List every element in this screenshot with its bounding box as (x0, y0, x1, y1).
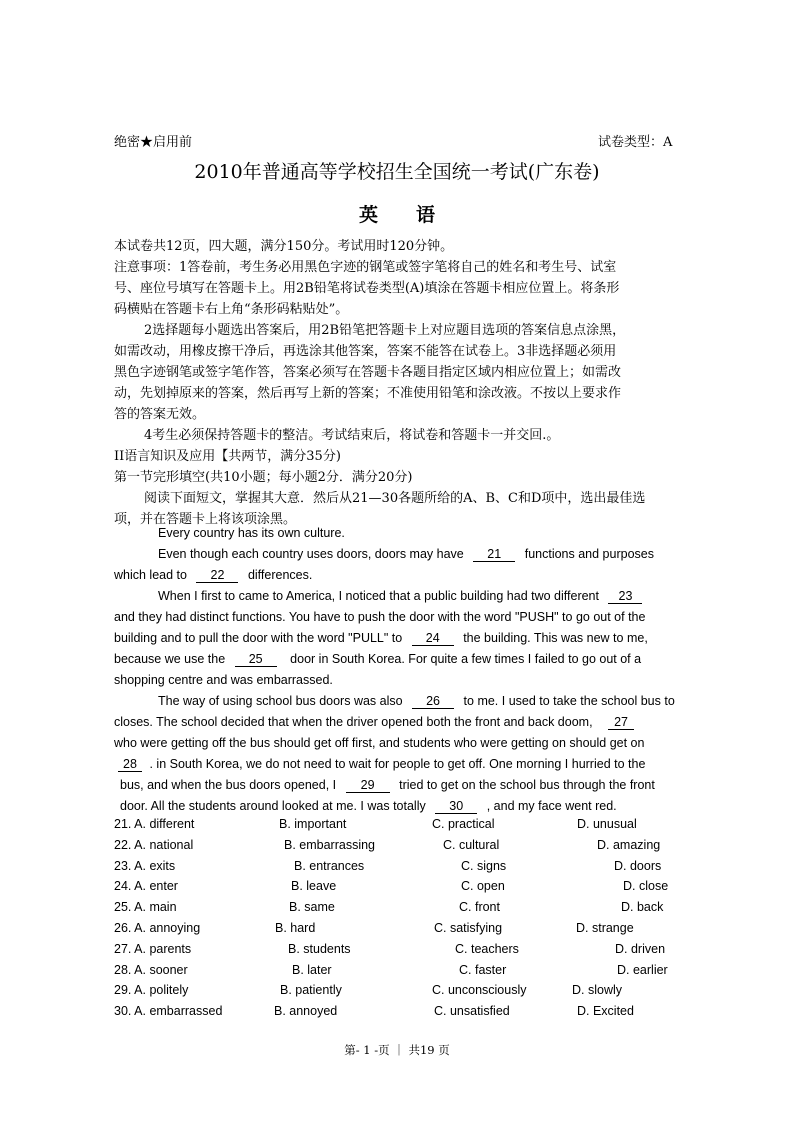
passage-line: 28 . in South Korea, we do not need to wait for people to get off. One morning I hurried to the (118, 757, 645, 772)
passage-line: When I first to came to America, I noticed that a public building had two different 23 (158, 589, 642, 604)
option-d: D. slowly (572, 983, 623, 998)
option-b: B. students (288, 941, 351, 956)
passage-line: door. All the students around looked at me. I was totally 30 , and my face went red. (120, 799, 617, 813)
option-c: C. teachers (455, 941, 519, 956)
blank-30: 30 (435, 799, 477, 814)
passage-line: and they had distinct functions. You have to push the door with the word "PUSH" to go out of the (114, 610, 646, 624)
option-d: D. close (623, 879, 669, 894)
option-c: C. unsatisfied (434, 1004, 510, 1019)
instruction-line: 阅读下面短文，掌握其大意．然后从21—30各题所给的A、B、C和D项中，选出最佳选 (144, 491, 646, 506)
notes-line: 如需改动，用橡皮擦干净后，再选涂其他答案，答案不能答在试卷上。3非选择题必须用 (114, 344, 617, 359)
option-d: D. doors (614, 858, 662, 873)
option-d: D. driven (615, 941, 666, 956)
passage-line: bus, and when the bus doors opened, I 29 tried to get on the school bus through the front (120, 778, 655, 792)
option-b: B. embarrassing (284, 837, 376, 852)
option-a: 28. A. sooner (114, 962, 188, 977)
notes-line: 注意事项：1答卷前，考生务必用黑色字迹的钢笔或签字笔将自己的姓名和考生号、试室 (114, 260, 617, 275)
passage-line: shopping centre and was embarrassed. (114, 673, 333, 687)
option-b: B. later (292, 962, 332, 977)
blank-24: 24 (412, 631, 454, 646)
option-a: 26. A. annoying (114, 921, 201, 935)
exam-title: 2010年普通高等学校招生全国统一考试(广东卷) (194, 161, 600, 183)
instruction-line: 项，并在答题卡上将该项涂黑。 (114, 512, 297, 527)
passage-line: building and to pull the door with the word "PULL" to 24 the building. This was new to me, (114, 631, 648, 645)
option-b: B. patiently (280, 983, 342, 998)
option-c: C. practical (432, 817, 495, 831)
blank-27: 27 (608, 715, 634, 730)
option-c: C. cultural (443, 837, 500, 852)
notes-line: 码横贴在答题卡右上角“条形码粘贴处”。 (114, 302, 349, 317)
passage-line: Even though each country uses doors, doors may have 21 functions and purposes (158, 547, 654, 561)
option-c: C. faster (459, 962, 507, 977)
subject-title: 英 语 (358, 204, 435, 226)
option-b: B. annoyed (274, 1004, 338, 1019)
notes-line: 黑色字迹钢笔或签字笔作答，答案必须写在答题卡各题目指定区域内相应位置上；如需改 (114, 365, 622, 380)
option-c: C. front (459, 900, 500, 915)
notes-line: 答的答案无效。 (114, 407, 206, 422)
passage-line: The way of using school bus doors was also 26 to me. I used to take the school bus to (158, 694, 675, 708)
option-d: D. back (621, 900, 664, 915)
option-b: B. important (279, 817, 347, 831)
option-c: C. satisfying (434, 921, 503, 935)
blank-28: 28 (118, 757, 142, 772)
passage-line: who were getting off the bus should get off first, and students who were getting on should get on (114, 736, 645, 750)
notes-line: 4考生必须保持答题卡的整洁。考试结束后，将试卷和答题卡一并交回.。 (144, 428, 560, 443)
blank-23: 23 (608, 589, 642, 604)
passage-line: because we use the 25 door in South Korea. For quite a few times I failed to go out of a (114, 652, 642, 666)
intro-line: 本试卷共12页，四大题，满分150分。考试用时120分钟。 (114, 239, 454, 254)
blank-26: 26 (412, 694, 454, 709)
option-a: 21. A. different (114, 817, 195, 831)
option-c: C. unconsciously (432, 983, 527, 998)
passage-line: closes. The school decided that when the driver opened both the front and back doom, 27 (114, 715, 634, 730)
option-a: 23. A. exits (114, 858, 176, 873)
option-b: B. hard (275, 921, 316, 935)
option-a: 22. A. national (114, 837, 194, 852)
blank-25: 25 (235, 652, 277, 667)
section-heading: 第一节完形填空(共10小题；每小题2分．满分20分) (114, 470, 413, 485)
option-d: D. Excited (577, 1004, 634, 1019)
blank-21: 21 (473, 547, 515, 562)
option-a: 30. A. embarrassed (114, 1004, 223, 1019)
option-a: 27. A. parents (114, 941, 192, 956)
notes-line: 2选择题每小题选出答案后，用2B铅笔把答题卡上对应题目选项的答案信息点涂黑， (144, 323, 626, 338)
confidential-label: 绝密★启用前 (114, 135, 193, 150)
paper-type-label: 试卷类型：A (598, 135, 673, 150)
option-d: D. earlier (617, 962, 668, 977)
option-d: D. strange (576, 921, 634, 935)
page-footer: 第- 1 -页 ｜ 共19 页 (344, 1043, 450, 1057)
blank-29: 29 (346, 778, 390, 793)
passage-line: Every country has its own culture. (158, 526, 345, 540)
notes-line: 动，先划掉原来的答案，然后再写上新的答案；不准使用铅笔和涂改液。不按以上要求作 (114, 386, 622, 401)
option-b: B. entrances (294, 858, 365, 873)
option-b: B. leave (291, 879, 337, 894)
part-heading: II语言知识及应用【共两节，满分35分) (114, 449, 341, 464)
option-a: 29. A. politely (114, 983, 189, 998)
option-b: B. same (289, 900, 335, 915)
option-c: C. open (461, 879, 505, 894)
option-d: D. unusual (577, 817, 637, 831)
blank-22: 22 (196, 568, 238, 583)
option-c: C. signs (461, 858, 507, 873)
passage-line: which lead to 22 differences. (114, 568, 313, 582)
notes-line: 号、座位号填写在答题卡上。用2B铅笔将试卷类型(A)填涂在答题卡相应位置上。将条形 (114, 281, 620, 296)
option-a: 25. A. main (114, 900, 177, 915)
option-a: 24. A. enter (114, 879, 178, 894)
option-d: D. amazing (597, 837, 661, 852)
